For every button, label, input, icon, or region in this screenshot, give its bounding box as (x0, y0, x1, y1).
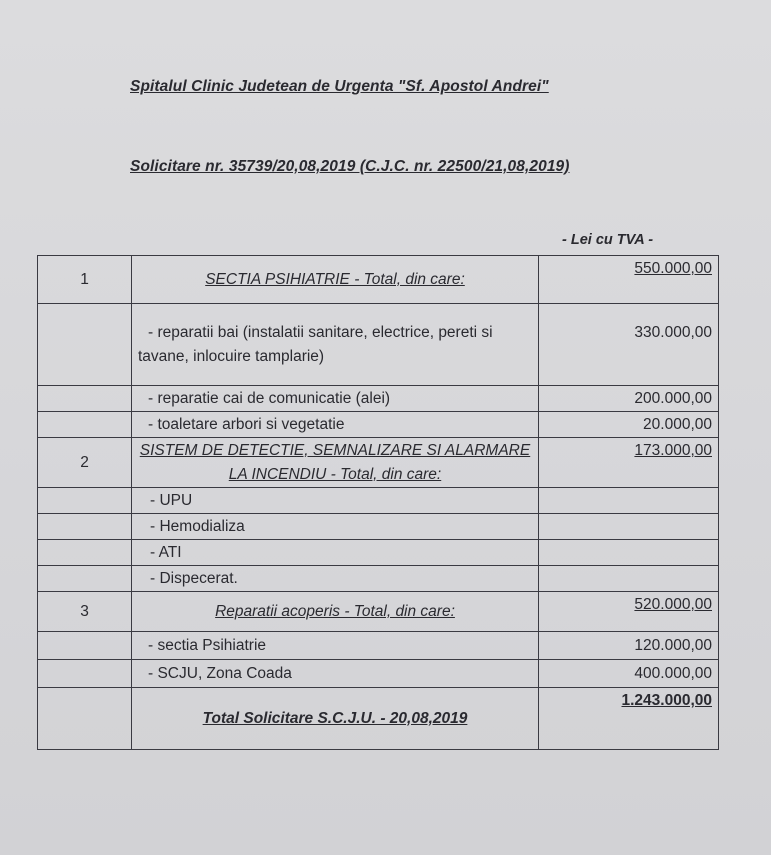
section-title: Reparatii acoperis - Total, din care: (215, 602, 455, 620)
item-value: 400.000,00 (539, 660, 719, 688)
section-total: 550.000,00 (634, 260, 712, 277)
section-title: SECTIA PSIHIATRIE - Total, din care: (205, 270, 465, 288)
hospital-name-heading: Spitalul Clinic Judetean de Urgenta "Sf. Apostol Andrei" (130, 78, 549, 95)
item-value (539, 566, 719, 592)
section-total: 520.000,00 (634, 596, 712, 613)
table-row (38, 488, 719, 514)
item-value (539, 514, 719, 540)
item-value: 20.000,00 (539, 412, 719, 438)
section-header-row (38, 592, 719, 632)
item-label: - ATI (132, 540, 539, 566)
grand-total-value: 1.243.000,00 (621, 692, 712, 709)
item-label: - Dispecerat. (132, 566, 539, 592)
section-header-row (38, 438, 719, 488)
table-row (38, 514, 719, 540)
item-label: - UPU (132, 488, 539, 514)
request-number-heading: Solicitare nr. 35739/20,08,2019 (C.J.C. nr. 22500/21,08,2019) (130, 158, 570, 175)
section-header-row (38, 256, 719, 304)
section-total: 173.000,00 (634, 442, 712, 459)
currency-unit-note: - Lei cu TVA - (562, 232, 654, 248)
item-label: - toaletare arbori si vegetatie (132, 412, 539, 438)
table-row (38, 660, 719, 688)
budget-table (37, 255, 719, 750)
table-row (38, 566, 719, 592)
table-row (38, 540, 719, 566)
item-value (539, 540, 719, 566)
item-label: - reparatii bai (instalatii sanitare, electrice, pereti si tavane, inlocuire tamplarie) (132, 304, 539, 386)
table-row (38, 412, 719, 438)
item-label: - reparatie cai de comunicatie (alei) (132, 386, 539, 412)
section-number: 2 (38, 438, 132, 488)
table-row (38, 632, 719, 660)
grand-total-row (38, 688, 719, 750)
item-value: 200.000,00 (539, 386, 719, 412)
item-label: - sectia Psihiatrie (132, 632, 539, 660)
table-row (38, 386, 719, 412)
item-value: 330.000,00 (539, 304, 719, 386)
item-value: 120.000,00 (539, 632, 719, 660)
section-title: SISTEM DE DETECTIE, SEMNALIZARE SI ALARMARE LA INCENDIU - Total, din care: (139, 441, 531, 483)
item-value (539, 488, 719, 514)
section-number: 3 (38, 592, 132, 632)
item-label: - Hemodializa (132, 514, 539, 540)
item-label: - SCJU, Zona Coada (132, 660, 539, 688)
table-row (38, 304, 719, 386)
grand-total-label: Total Solicitare S.C.J.U. - 20,08,2019 (202, 709, 468, 727)
section-number: 1 (38, 256, 132, 304)
